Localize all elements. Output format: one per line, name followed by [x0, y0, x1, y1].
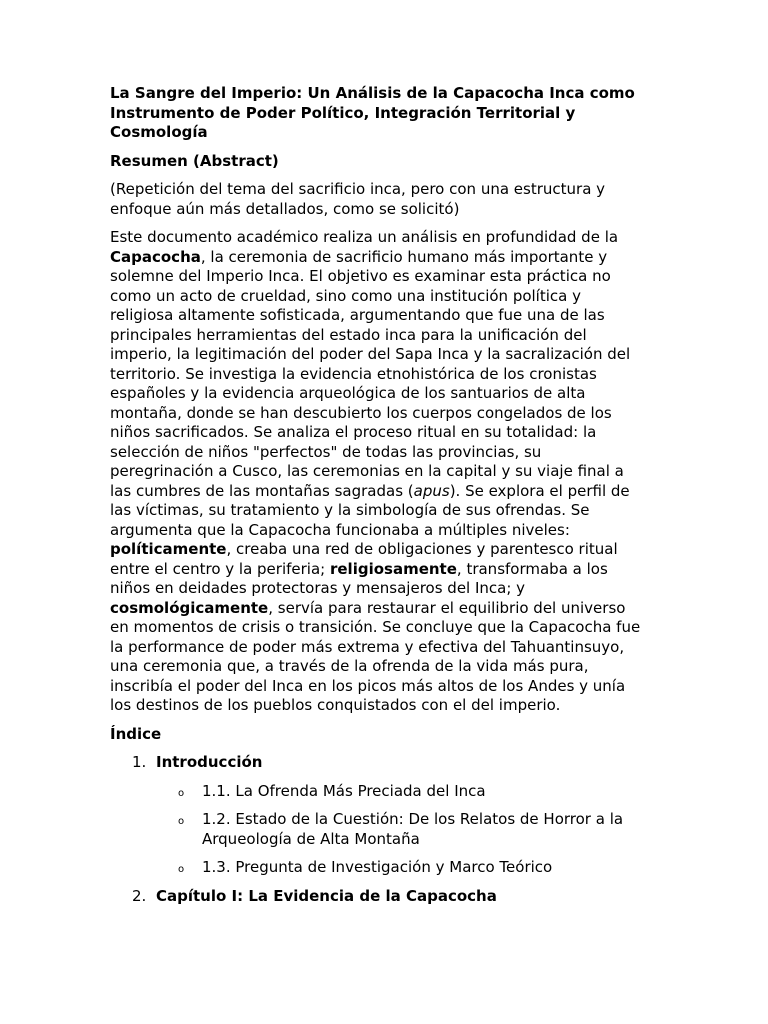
- abstract-line: Capacocha, la ceremonia de sacrificio humano más importante y: [110, 247, 608, 266]
- abstract-line: Este documento académico realiza un análisis en profundidad de la: [110, 228, 619, 246]
- abstract-line: entre el centro y la periferia; religiosamente, transformaba a los: [110, 559, 608, 578]
- abstract-line: las víctimas, su tratamiento y la simbología de sus ofrendas. Se: [110, 501, 590, 519]
- abstract-line: españoles y la evidencia arqueológica de los santuarios de alta: [110, 384, 586, 402]
- abstract-line: peregrinación a Cusco, las ceremonias en la capital y su viaje final a: [110, 462, 624, 480]
- bullet-icon: o: [178, 787, 185, 799]
- title-line: Cosmología: [110, 123, 208, 141]
- abstract-line: las cumbres de las montañas sagradas (apus). Se explora el perfil de: [110, 481, 630, 500]
- abstract-line: políticamente, creaba una red de obligaciones y parentesco ritual: [110, 540, 618, 558]
- abstract-line: cosmológicamente, servía para restaurar el equilibrio del universo: [110, 598, 626, 617]
- abstract-line: en momentos de crisis o transición. Se concluye que la Capacocha fue: [110, 618, 641, 636]
- note-line: enfoque aún más detallados, como se solicitó): [110, 199, 460, 218]
- title-line: La Sangre del Imperio: Un Análisis de la Capacocha Inca como: [110, 84, 635, 102]
- term-capacocha: Capacocha: [110, 247, 201, 266]
- abstract-line: argumenta que la Capacocha funcionaba a múltiples niveles:: [110, 520, 570, 539]
- abstract-line: como un acto de crueldad, sino como una institución política y: [110, 286, 581, 305]
- abstract-line: selección de niños "perfectos" de todas las provincias, su: [110, 442, 542, 461]
- toc-subitem-label: 1.2. Estado de la Cuestión: De los Relatos de Horror a la Arqueología de Alta Montaña: [202, 810, 624, 848]
- note-line: (Repetición del tema del sacrificio inca, pero con una estructura y: [110, 180, 606, 198]
- bullet-icon: o: [178, 864, 185, 875]
- toc-item-capitulo-1[interactable]: [110, 887, 670, 907]
- abstract-line: los destinos de los pueblos conquistados con el del imperio.: [110, 696, 561, 714]
- toc-item-number: 2.: [132, 886, 147, 905]
- toc-subitem-label: 1.3. Pregunta de Investigación y Marco Teórico: [202, 858, 553, 876]
- abstract-line: montaña, donde se han descubierto los cuerpos congelados de los: [110, 403, 612, 422]
- toc-item-introduccion[interactable]: [110, 753, 670, 773]
- toc-item-label: Capítulo I: La Evidencia de la Capacocha: [156, 886, 497, 905]
- abstract-line: inscribía el poder del Inca en los picos más altos de los Andes y unía: [110, 676, 626, 695]
- abstract-line: una ceremonia que, a través de la ofrenda de la vida más pura,: [110, 657, 589, 675]
- table-of-contents: [110, 753, 670, 906]
- abstract-line: religiosa altamente sofisticada, argumentando que fue una de las: [110, 306, 605, 324]
- toc-subitem[interactable]: [110, 810, 670, 849]
- term-cosmologicamente: cosmológicamente: [110, 598, 269, 617]
- abstract-heading: Resumen (Abstract): [110, 151, 279, 170]
- toc-item-label: Introducción: [156, 753, 263, 771]
- document-page: [110, 84, 670, 906]
- term-apus: apus: [413, 481, 450, 500]
- abstract-line: niños en deidades protectoras y mensajeros del Inca; y: [110, 579, 526, 597]
- toc-subitem[interactable]: [110, 782, 670, 802]
- abstract-paragraph: [110, 228, 670, 716]
- toc-subitem-label: 1.1. La Ofrenda Más Preciada del Inca: [202, 781, 486, 800]
- term-religiosamente: religiosamente: [329, 559, 457, 578]
- bullet-icon: o: [178, 816, 185, 827]
- index-heading: Índice: [110, 724, 162, 743]
- title-line: Instrumento de Poder Político, Integración Territorial y: [110, 103, 576, 122]
- term-politicamente: políticamente: [110, 540, 227, 558]
- abstract-line: territorio. Se investiga la evidencia etnohistórica de los cronistas: [110, 364, 597, 383]
- toc-item-number: 1.: [132, 753, 147, 771]
- abstract-line: solemne del Imperio Inca. El objetivo es examinar esta práctica no: [110, 267, 611, 285]
- toc-subitem[interactable]: [110, 858, 670, 878]
- request-note: [110, 180, 670, 219]
- abstract-line: principales herramientas del estado inca para la unificación del: [110, 325, 587, 344]
- abstract-line: niños sacrificados. Se analiza el proceso ritual en su totalidad: la: [110, 423, 597, 441]
- document-title: [110, 84, 670, 143]
- abstract-line: imperio, la legitimación del poder del Sapa Inca y la sacralización del: [110, 345, 631, 363]
- abstract-line: la performance de poder más extrema y efectiva del Tahuantinsuyo,: [110, 637, 625, 656]
